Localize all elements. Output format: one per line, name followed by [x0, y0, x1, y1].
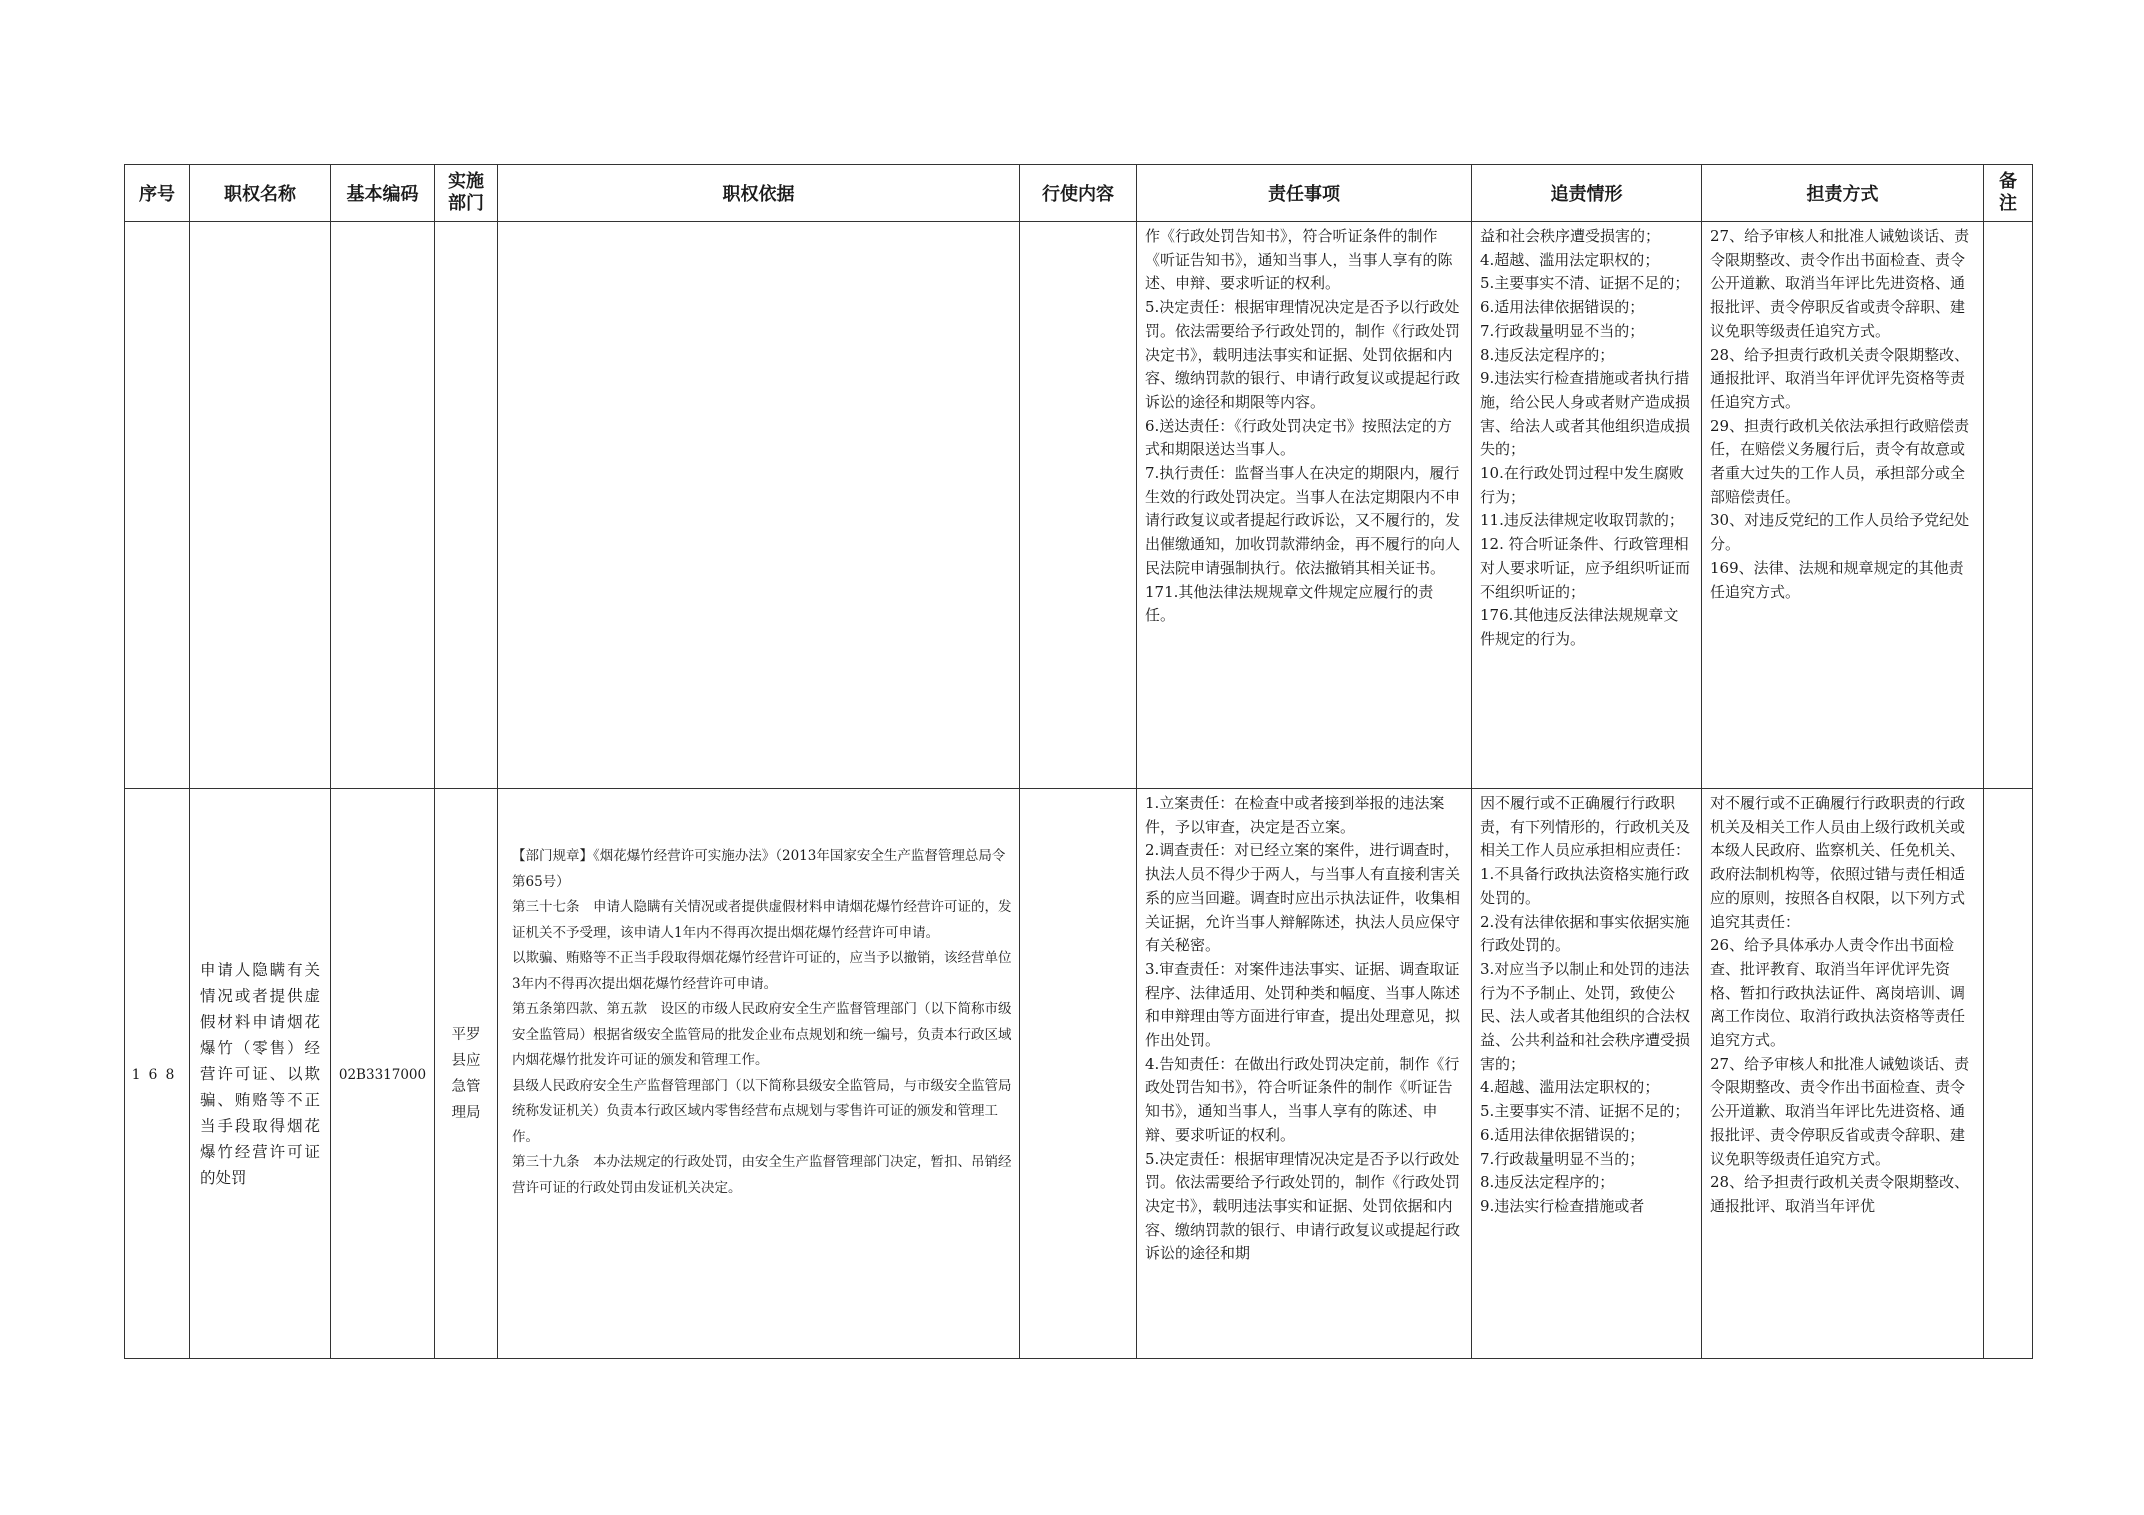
seq-value: 168	[131, 1067, 183, 1083]
liability-text: 27、给予审核人和批准人诫勉谈话、责令限期整改、责令作出书面检查、责令公开道歉、取消当年评比先进资格、通报批评、责令停职反省或责令辞职、建议免职等级责任追究方式。 28、给予担责行政机关责令限期整改、通报批评、取消当年评优评先资格等责任追究方式。 29、担责行政机关依法承担行政赔偿责任，在赔偿义务履行后，责令有故意或者重大过失的工作人员，承担部分或全部赔偿责任。 30、对违反党纪的工作人员给予党纪处分。 169、法律、法规和规章规定的其他责任追究方式。	[1710, 227, 1970, 601]
header-seq: 序号	[125, 165, 190, 222]
header-duties: 责任事项	[1137, 165, 1472, 222]
cell-accountability	[1472, 789, 1702, 1359]
header-content: 行使内容	[1020, 165, 1137, 222]
power-name: 申请人隐瞒有关情况或者提供虚假材料申请烟花爆竹（零售）经营许可证、以欺骗、贿赂等不正当手段取得烟花爆竹经营许可证的处罚	[200, 960, 320, 1187]
cell-dept	[435, 222, 498, 789]
powers-table	[124, 164, 2033, 1359]
cell-name	[190, 789, 331, 1359]
cell-accountability	[1472, 222, 1702, 789]
header-code: 基本编码	[331, 165, 435, 222]
accountability-text: 益和社会秩序遭受损害的； 4.超越、滥用法定职权的； 5.主要事实不清、证据不足的； 6.适用法律依据错误的； 7.行政裁量明显不当的； 8.违反法定程序的； 9.违法实行检查措施或者执行措施，给公民人身或者财产造成损害、给法人或者其他组织造成损失的； 10.在行政处罚过程中发生腐败行为； 11.违反法律规定收取罚款的； 12. 符合听证条件、行政管理相对人要求听证，应予组织听证而不组织听证的； 176.其他违反法律法规规章文件规定的行为。	[1480, 227, 1691, 648]
header-remarks-line2: 注	[1999, 193, 2017, 214]
header-row	[125, 165, 2033, 222]
cell-code	[331, 222, 435, 789]
cell-dept	[435, 789, 498, 1359]
cell-liability	[1702, 789, 1984, 1359]
header-name: 职权名称	[190, 165, 331, 222]
header-remarks-line1: 备	[1999, 171, 2017, 192]
duties-text: 作《行政处罚告知书》，符合听证条件的制作《听证告知书》，通知当事人，当事人享有的陈述、申辩、要求听证的权利。 5.决定责任：根据审理情况决定是否予以行政处罚。依法需要给予行政处罚的，制作《行政处罚决定书》，载明违法事实和证据、处罚依据和内容、缴纳罚款的银行、申请行政复议或提起行政诉讼的途径和期限等内容。 6.送达责任：《行政处罚决定书》按照法定的方式和期限送达当事人。 7.执行责任：监督当事人在决定的期限内，履行生效的行政处罚决定。当事人在法定期限内不申请行政复议或者提起行政诉讼，又不履行的，发出催缴通知，加收罚款滞纳金，再不履行的向人民法院申请强制执行。依法撤销其相关证书。 171.其他法律法规规章文件规定应履行的责任。	[1145, 227, 1461, 625]
basis-text: 【部门规章】《烟花爆竹经营许可实施办法》（2013年国家安全生产监督管理总局令第65号） 第三十七条 申请人隐瞒有关情况或者提供虚假材料申请烟花爆竹经营许可证的，发证机关不予受理，该申请人1年内不得再次提出烟花爆竹经营许可申请。 以欺骗、贿赂等不正当手段取得烟花爆竹经营许可证的，应当予以撤销，该经营单位3年内不得再次提出烟花爆竹经营许可申请。 第五条第四款、第五款 设区的市级人民政府安全生产监督管理部门（以下简称市级安全监管局）根据省级安全监管局的批发企业布点规划和统一编号，负责本行政区域内烟花爆竹批发许可证的颁发和管理工作。 县级人民政府安全生产监督管理部门（以下简称县级安全监管局，与市级安全监管局统称发证机关）负责本行政区域内零售经营布点规划与零售许可证的颁发和管理工作。 第三十九条 本办法规定的行政处罚，由安全生产监督管理部门决定，暂扣、吊销经营许可证的行政处罚由发证机关决定。	[512, 848, 1012, 1196]
cell-remarks	[1984, 789, 2033, 1359]
duties-text: 1.立案责任：在检查中或者接到举报的违法案件，予以审查，决定是否立案。 2.调查责任：对已经立案的案件，进行调查时，执法人员不得少于两人，与当事人有直接利害关系的应当回避。调查时应出示执法证件，收集相关证据，允许当事人辩解陈述，执法人员应保守有关秘密。 3.审查责任：对案件违法事实、证据、调查取证程序、法律适用、处罚种类和幅度、当事人陈述和申辩理由等方面进行审查，提出处理意见，拟作出处罚。 4.告知责任：在做出行政处罚决定前，制作《行政处罚告知书》，符合听证条件的制作《听证告知书》，通知当事人，当事人享有的陈述、申辩、要求听证的权利。 5.决定责任：根据审理情况决定是否予以行政处罚。依法需要给予行政处罚的，制作《行政处罚决定书》，载明违法事实和证据、处罚依据和内容、缴纳罚款的银行、申请行政复议或提起行政诉讼的途径和期	[1145, 794, 1461, 1263]
cell-duties	[1137, 789, 1472, 1359]
department: 平罗县应急管理局	[451, 1026, 481, 1121]
header-dept	[435, 165, 498, 222]
header-dept-line2: 部门	[448, 193, 484, 214]
header-basis: 职权依据	[498, 165, 1020, 222]
header-dept-line1: 实施	[448, 171, 484, 192]
cell-name	[190, 222, 331, 789]
cell-basis	[498, 222, 1020, 789]
table-row	[125, 789, 2033, 1359]
accountability-text: 因不履行或不正确履行行政职责，有下列情形的，行政机关及相关工作人员应承担相应责任： 1.不具备行政执法资格实施行政处罚的。 2.没有法律依据和事实依据实施行政处罚的。 3.对应当予以制止和处罚的违法行为不予制止、处罚，致使公民、法人或者其他组织的合法权益、公共利益和社会秩序遭受损害的； 4.超越、滥用法定职权的； 5.主要事实不清、证据不足的； 6.适用法律依据错误的； 7.行政裁量明显不当的； 8.违反法定程序的； 9.违法实行检查措施或者	[1480, 794, 1691, 1215]
cell-seq	[125, 222, 190, 789]
cell-code	[331, 789, 435, 1359]
cell-basis	[498, 789, 1020, 1359]
cell-liability	[1702, 222, 1984, 789]
table-row	[125, 222, 2033, 789]
liability-text: 对不履行或不正确履行行政职责的行政机关及相关工作人员由上级行政机关或本级人民政府、监察机关、任免机关、政府法制机构等，依照过错与责任相适应的原则，按照各自权限，以下列方式追究其责任： 26、给予具体承办人责令作出书面检查、批评教育、取消当年评优评先资格、暂扣行政执法证件、离岗培训、调离工作岗位、取消行政执法资格等责任追究方式。 27、给予审核人和批准人诫勉谈话、责令限期整改、责令作出书面检查、责令公开道歉、取消当年评比先进资格、通报批评、责令停职反省或责令辞职、建议免职等级责任追究方式。 28、给予担责行政机关责令限期整改、通报批评、取消当年评优	[1710, 794, 1970, 1215]
header-liability: 担责方式	[1702, 165, 1984, 222]
cell-content	[1020, 222, 1137, 789]
header-accountability: 追责情形	[1472, 165, 1702, 222]
header-remarks	[1984, 165, 2033, 222]
cell-content	[1020, 789, 1137, 1359]
cell-seq	[125, 789, 190, 1359]
cell-duties	[1137, 222, 1472, 789]
cell-remarks	[1984, 222, 2033, 789]
basic-code: 02B3317000	[338, 1067, 427, 1083]
